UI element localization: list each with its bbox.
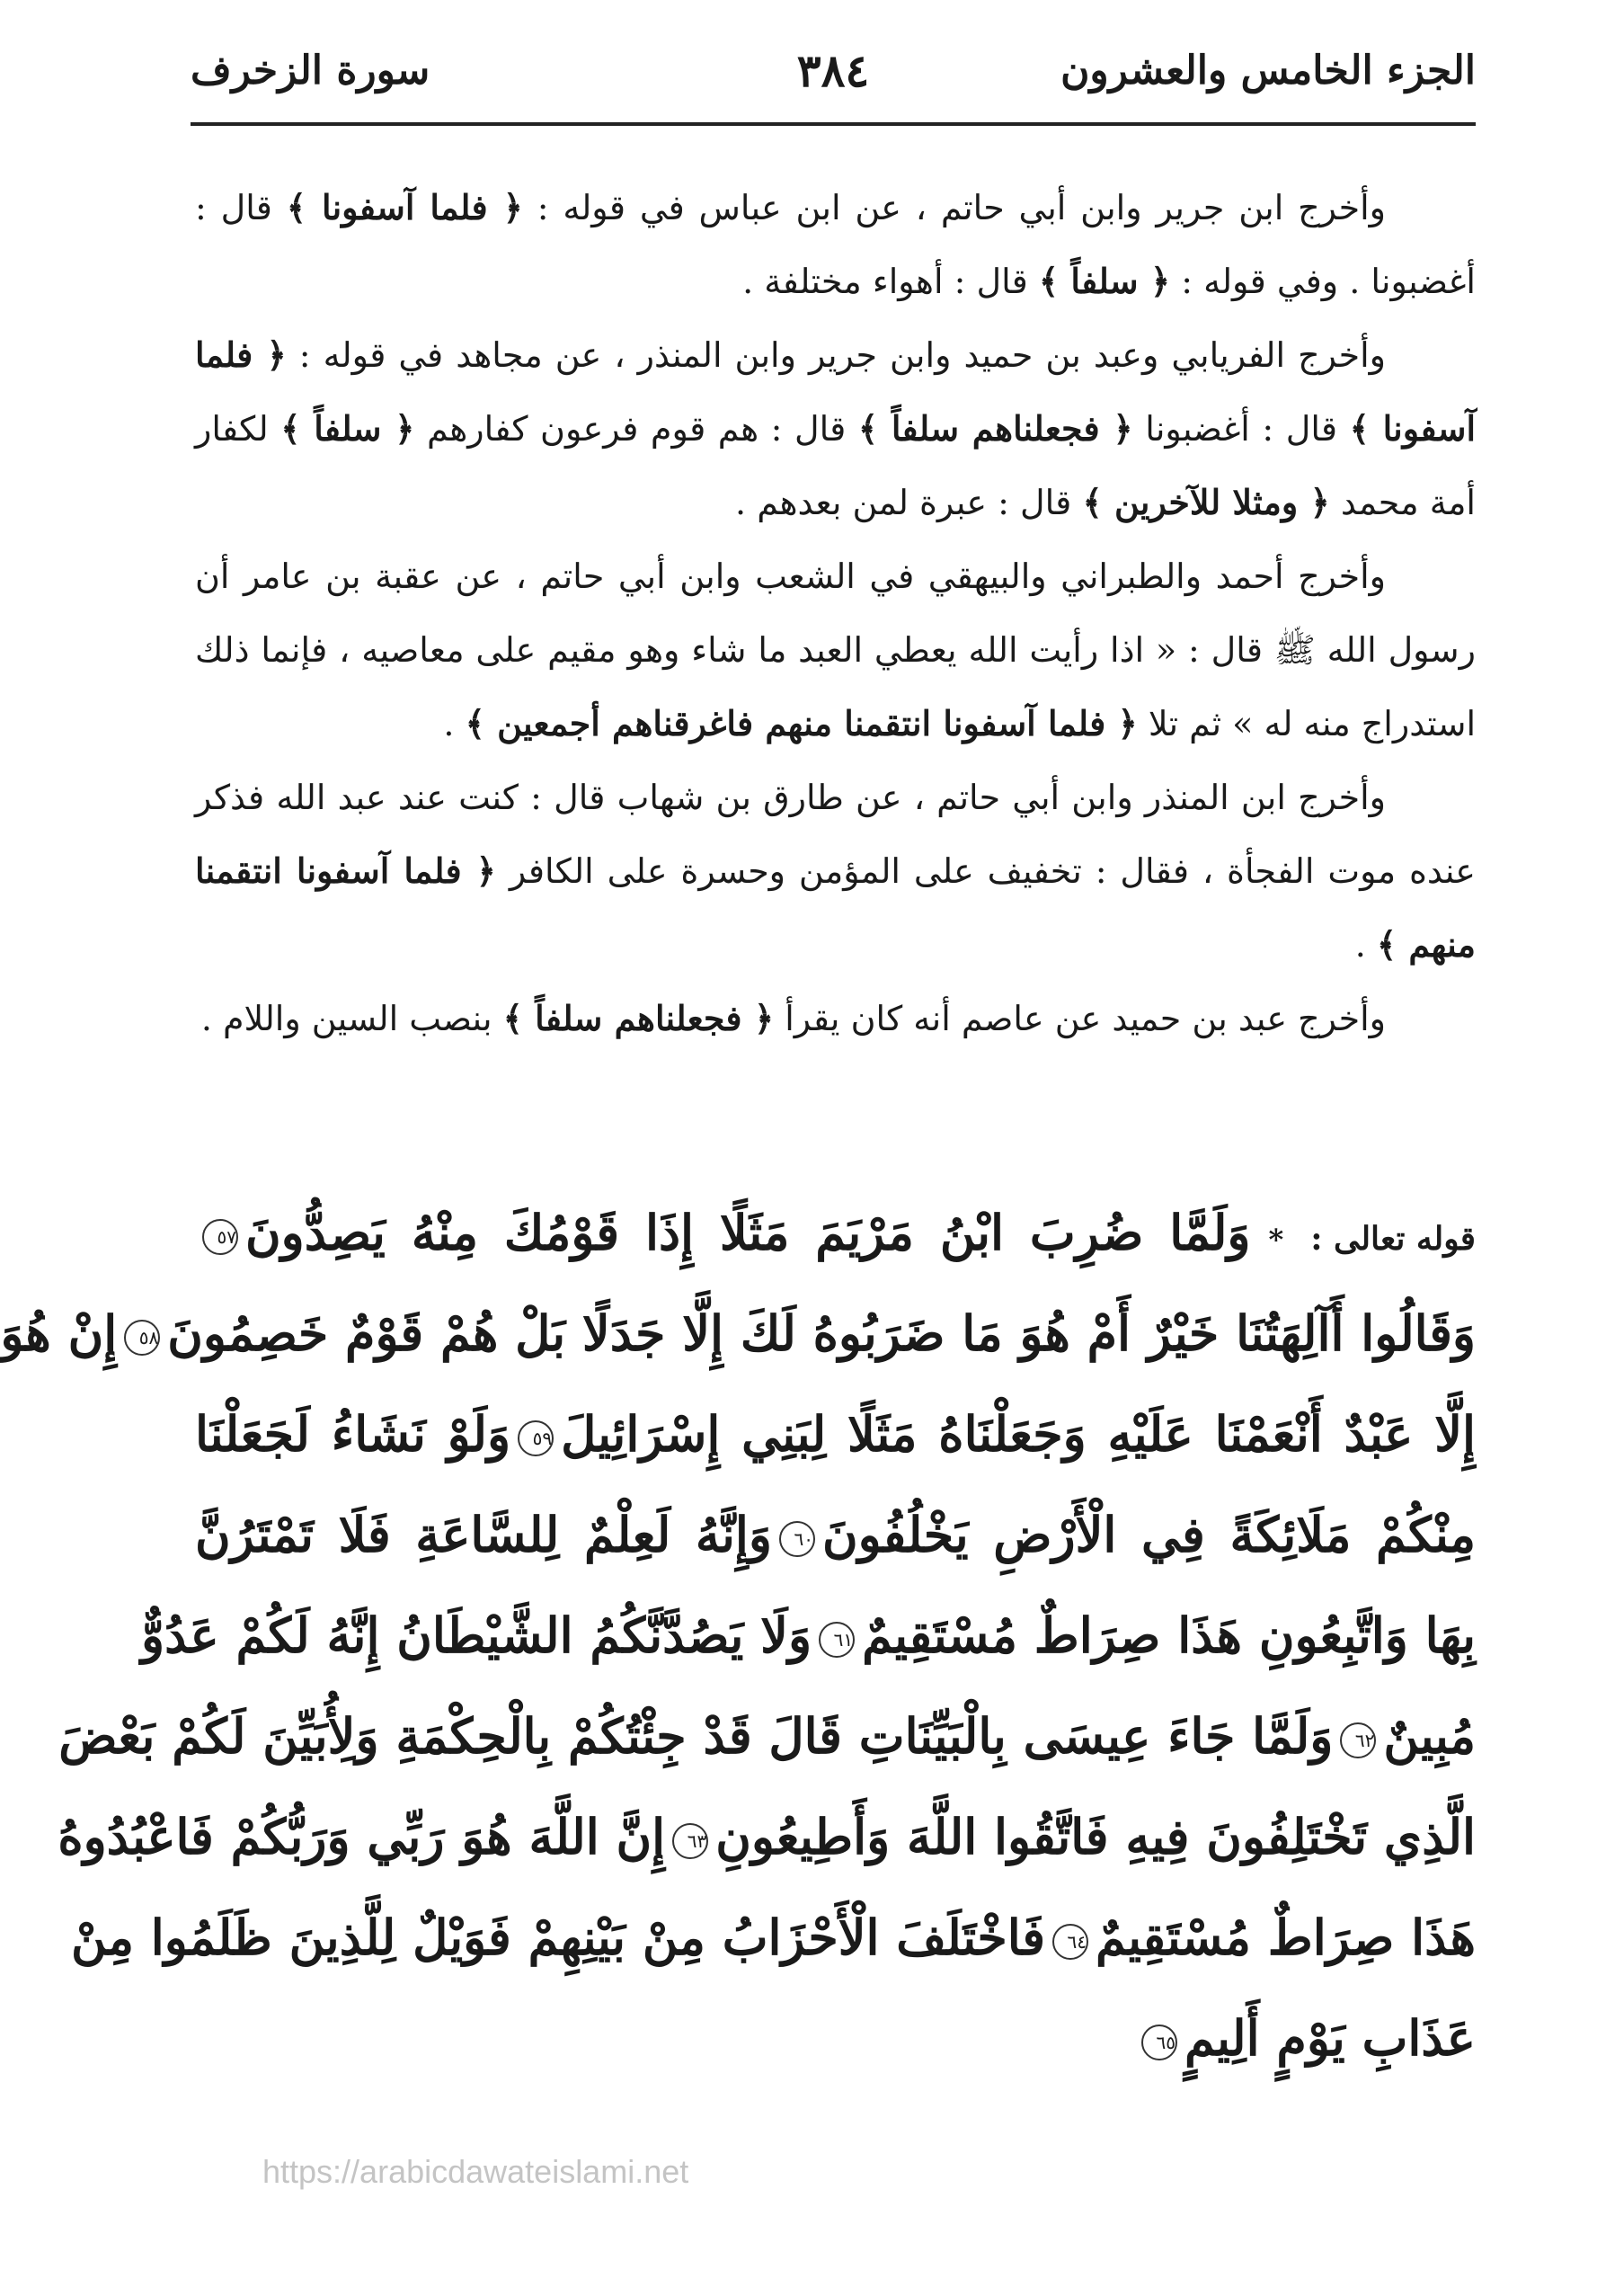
ayah-number-icon: ٦٠ (779, 1521, 815, 1557)
quoted-verse: ﴿ فلما آسفونا ﴾ (195, 334, 1476, 449)
commentary-paragraph (195, 539, 1476, 761)
quoted-verse: ﴿ فلما آسفونا انتقمنا منهم فاغرقناهم أجمعين ﴾ (465, 703, 1138, 743)
paragraph-text: قال : أغضبونا (1145, 409, 1338, 449)
verse-text: مِنْكُمْ مَلَائِكَةً فِي الْأَرْضِ يَخْلُفُونَ (822, 1506, 1476, 1563)
verse-text: مُبِينٌ (1383, 1707, 1476, 1765)
verse-text: وَلَمَّا ضُرِبَ ابْنُ مَرْيَمَ مَثَلًا إِذَا قَوْمُكَ مِنْهُ يَصِدُّونَ (245, 1204, 1251, 1261)
ayah-number-icon: ٦٥ (1141, 2025, 1177, 2060)
quoted-verse: ﴿ سلفاً ﴾ (280, 408, 415, 449)
verse-text: وَلَمَّا جَاءَ عِيسَى بِالْبَيِّنَاتِ قَالَ قَدْ جِئْتُكُمْ بِالْحِكْمَةِ وَلِأُبَيِّنَ لَكُمْ بَعْضَ (58, 1707, 1334, 1765)
verse-text: إِنَّ اللَّهَ هُوَ رَبِّي وَرَبُّكُمْ فَاعْبُدُوهُ (58, 1808, 666, 1865)
paragraph-text: . (443, 704, 455, 743)
verse-line (0, 1283, 1476, 1384)
quran-verses (0, 1182, 1477, 2088)
star-marker: * (1268, 1223, 1284, 1257)
paragraph-text: . (1354, 925, 1366, 965)
verse-text: إِنْ هُوَ (0, 1304, 118, 1362)
commentary-paragraph (195, 761, 1476, 982)
verse-text: وَلَوْ نَشَاءُ لَجَعَلْنَا (195, 1405, 511, 1463)
paragraph-text: وأخرج الفريابي وعبد بن حميد وابن جرير وابن المنذر ، عن مجاهد في قوله : (298, 335, 1386, 375)
commentary-paragraph (195, 318, 1476, 539)
ayah-number-icon: ٥٨ (124, 1320, 160, 1356)
paragraph-text: وأخرج ابن جرير وابن أبي حاتم ، عن ابن عباس في قوله : (537, 188, 1386, 227)
verse-line (70, 1887, 1476, 1988)
verse-line (58, 1686, 1476, 1786)
verse-line (195, 1182, 1476, 1283)
verse-text: الَّذِي تَخْتَلِفُونَ فِيهِ فَاتَّقُوا اللَّهَ وَأَطِيعُونِ (715, 1808, 1476, 1865)
quoted-verse: ﴿ فجعلناهم سلفاً ﴾ (857, 408, 1133, 449)
verse-text: وَإِنَّهُ لَعِلْمٌ لِلسَّاعَةِ فَلَا تَمْتَرُنَّ (195, 1506, 772, 1563)
ayah-number-icon: ٦٣ (672, 1823, 708, 1859)
quoted-verse: ﴿ فجعلناهم سلفاً ﴾ (502, 998, 775, 1038)
verse-text: وَقَالُوا أَآلِهَتُنَا خَيْرٌ أَمْ هُوَ مَا ضَرَبُوهُ لَكَ إِلَّا جَدَلًا بَلْ هُمْ قَوْمٌ خَصِمُونَ (167, 1304, 1476, 1362)
verse-text: إِلَّا عَبْدٌ أَنْعَمْنَا عَلَيْهِ وَجَعَلْنَاهُ مَثَلًا لِبَنِي إِسْرَائِيلَ (561, 1405, 1477, 1463)
verse-text: هَذَا صِرَاطٌ مُسْتَقِيمٌ (1096, 1909, 1476, 1966)
verse-line (195, 1384, 1476, 1484)
commentary-paragraph (195, 982, 1476, 1055)
verse-text: وَلَا يَصُدَّنَّكُمُ الشَّيْطَانُ إِنَّهُ لَكُمْ عَدُوٌّ (141, 1606, 812, 1664)
paragraph-text: وأخرج عبد بن حميد عن عاصم أنه كان يقرأ (785, 999, 1386, 1038)
surah-title: سورة الزخرف (191, 47, 430, 93)
commentary-section (195, 171, 1476, 1055)
verse-text: فَاخْتَلَفَ الْأَحْزَابُ مِنْ بَيْنِهِمْ فَوَيْلٌ لِلَّذِينَ ظَلَمُوا مِنْ (70, 1909, 1046, 1966)
running-header (191, 34, 1476, 106)
ayah-number-icon: ٦٢ (1340, 1722, 1376, 1758)
ayah-number-icon: ٦٤ (1052, 1924, 1088, 1960)
verse-line (141, 1585, 1476, 1686)
verse-text: عَذَابِ يَوْمٍ أَلِيمٍ (1184, 2009, 1476, 2067)
verse-line (195, 1484, 1476, 1585)
paragraph-text: وأخرج ابن المنذر وابن أبي حاتم ، عن طارق بن شهاب قال : كنت عند عبد الله فذكر عنده موت الفجأة ، فقال : تخفيف على المؤمن وحسرة على الكافر (195, 778, 1476, 891)
quoted-verse: ﴿ سلفاً ﴾ (1038, 261, 1171, 301)
commentary-paragraph (195, 171, 1476, 318)
page-number: ٣٨٤ (796, 43, 870, 97)
paragraph-text: لكفار أمة محمد (195, 409, 1476, 522)
quoted-verse: ﴿ ومثلا للآخرين ﴾ (1082, 482, 1330, 522)
paragraph-text: قال : عبرة لمن بعدهم . (735, 483, 1072, 522)
ayah-number-icon: ٥٩ (518, 1420, 554, 1456)
paragraph-text: قال : أغضبونا . وفي قوله : (195, 188, 1476, 301)
quoted-verse: ﴿ فلما آسفونا انتقمنا منهم ﴾ (195, 850, 1476, 965)
ayah-number-icon: ٥٧ (202, 1219, 238, 1255)
juz-title: الجزء الخامس والعشرون (1060, 47, 1476, 93)
paragraph-text: وأخرج أحمد والطبراني والبيهقي في الشعب وابن أبي حاتم ، عن عقبة بن عامر أن رسول الله ﷺ قال : « اذا رأيت الله يعطي العبد ما شاء وهو مقيم على معاصيه ، فإنما ذلك استدراج منه له » ثم تلا (195, 556, 1476, 743)
ayah-number-icon: ٦١ (819, 1622, 855, 1658)
paragraph-text: قال : أهواء مختلفة . (742, 262, 1028, 301)
verse-intro-label: قوله تعالى : (1310, 1220, 1476, 1258)
verse-line (58, 1786, 1476, 1887)
header-divider (191, 122, 1476, 126)
paragraph-text: بنصب السين واللام . (200, 999, 492, 1038)
quoted-verse: ﴿ فلما آسفونا ﴾ (286, 187, 523, 227)
paragraph-text: قال : هم قوم فرعون كفارهم (426, 409, 847, 449)
verse-text: بِهَا وَاتَّبِعُونِ هَذَا صِرَاطٌ مُسْتَقِيمٌ (862, 1606, 1476, 1664)
watermark-url: https://arabicdawateislami.net (262, 2153, 689, 2190)
verse-line (195, 1988, 1476, 2088)
